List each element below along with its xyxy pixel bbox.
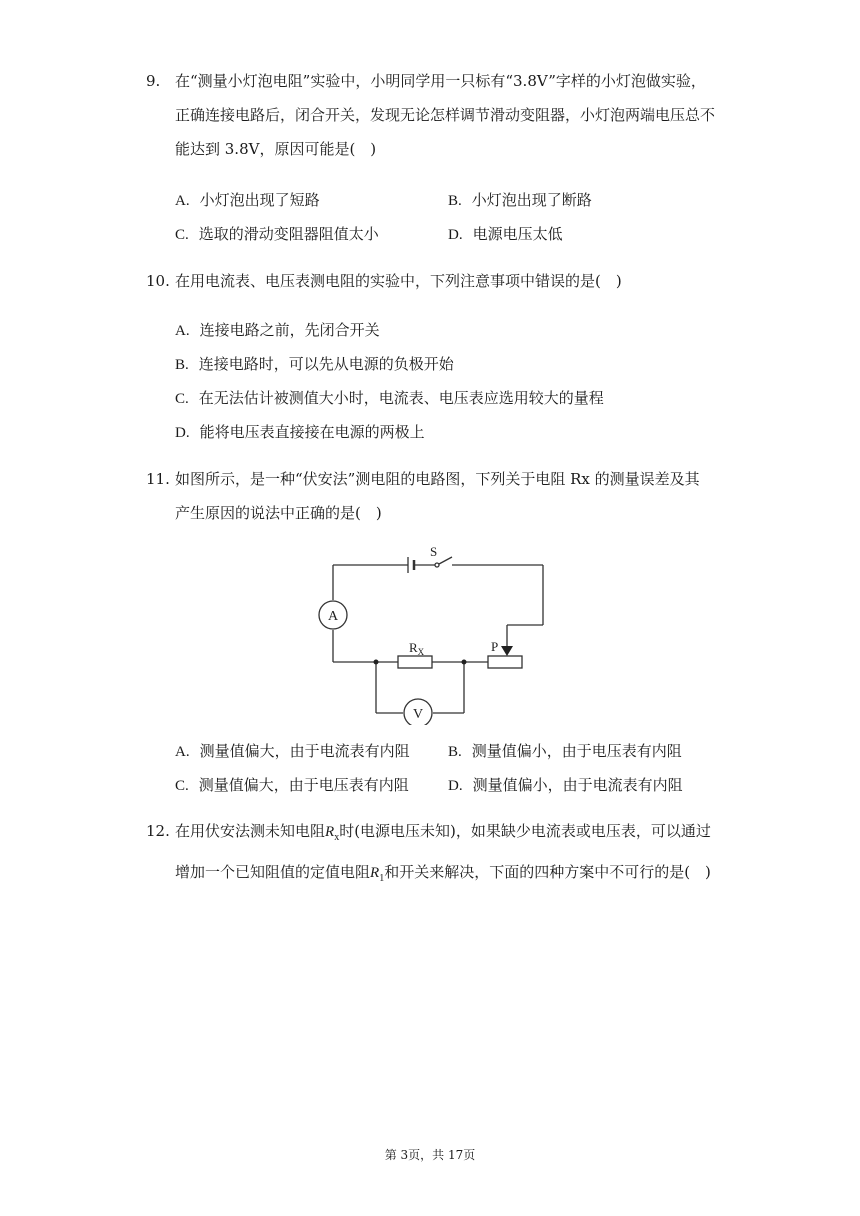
option-a[interactable] xyxy=(175,189,320,210)
junction-dot xyxy=(374,660,379,665)
option-letter: A. xyxy=(175,323,190,339)
circuit-diagram xyxy=(310,540,550,725)
option-a[interactable] xyxy=(175,740,410,761)
option-letter: C. xyxy=(175,227,189,243)
rheostat-label: P xyxy=(491,639,499,654)
stem-text: 增加一个已知阻值的定值电阻 xyxy=(175,863,371,881)
variable-r: R xyxy=(325,824,335,840)
option-letter: C. xyxy=(175,778,189,794)
junction-dot xyxy=(462,660,467,665)
variable-subscript: x xyxy=(334,832,340,843)
switch-lever xyxy=(439,557,452,564)
option-letter: D. xyxy=(448,227,463,243)
option-a[interactable] xyxy=(175,319,380,340)
option-letter: D. xyxy=(175,425,190,441)
option-text: 电源电压太低 xyxy=(472,225,563,243)
question-number: 11. xyxy=(146,470,170,488)
question-stem xyxy=(175,462,726,530)
switch-contact xyxy=(435,563,439,567)
option-b[interactable] xyxy=(175,353,454,374)
stem-line: 产生原因的说法中正确的是( ) xyxy=(175,504,382,522)
page-footer: 第 3页，共 17页 xyxy=(384,1148,476,1162)
option-text: 测量值偏小，由于电流表有内阻 xyxy=(472,776,683,794)
question-stem xyxy=(175,64,726,166)
option-text: 连接电路时，可以先从电源的负极开始 xyxy=(198,355,454,373)
ammeter-label: A xyxy=(328,609,339,624)
option-letter: B. xyxy=(448,193,462,209)
question-11 xyxy=(146,462,726,530)
stem-line xyxy=(175,855,726,896)
stem-text: 在用伏安法测未知电阻 xyxy=(175,822,326,840)
option-c[interactable] xyxy=(175,223,379,244)
option-d[interactable] xyxy=(448,774,683,795)
resistor-label-main: R xyxy=(409,640,418,655)
stem-line: 能达到 3.8V，原因可能是( ) xyxy=(175,140,377,158)
question-9 xyxy=(146,64,726,166)
rheostat xyxy=(488,656,522,668)
stem-line: 如图所示，是一种“伏安法”测电阻的电路图，下列关于电阻 Rx 的测量误差及其 xyxy=(175,470,700,488)
voltmeter-label: V xyxy=(413,707,424,722)
option-letter: B. xyxy=(448,744,462,760)
variable-r: R xyxy=(370,865,380,881)
option-b[interactable] xyxy=(448,189,592,210)
option-text: 连接电路之前，先闭合开关 xyxy=(199,321,380,339)
option-text: 测量值偏小，由于电压表有内阻 xyxy=(471,742,682,760)
stem-line xyxy=(175,814,726,855)
option-text: 小灯泡出现了断路 xyxy=(471,191,592,209)
stem-line: 在用电流表、电压表测电阻的实验中，下列注意事项中错误的是( ) xyxy=(175,272,622,290)
stem-text: 时(电源电压未知)，如果缺少电流表或电压表，可以通过 xyxy=(339,822,711,840)
question-number: 9. xyxy=(146,72,161,90)
question-number: 12. xyxy=(146,822,170,840)
stem-line: 正确连接电路后，闭合开关，发现无论怎样调节滑动变阻器，小灯泡两端电压总不 xyxy=(175,106,716,124)
option-d[interactable] xyxy=(175,421,425,442)
question-stem xyxy=(175,264,726,298)
question-stem xyxy=(175,814,726,896)
question-12 xyxy=(146,814,726,896)
option-text: 测量值偏大，由于电压表有内阻 xyxy=(198,776,409,794)
stem-text: 和开关来解决，下面的四种方案中不可行的是( ) xyxy=(384,863,711,881)
option-b[interactable] xyxy=(448,740,682,761)
switch-label: S xyxy=(430,544,438,559)
option-text: 能将电压表直接接在电源的两极上 xyxy=(199,423,425,441)
option-text: 小灯泡出现了短路 xyxy=(199,191,320,209)
option-c[interactable] xyxy=(175,387,604,408)
slider-arrow xyxy=(501,646,513,656)
option-letter: B. xyxy=(175,357,189,373)
option-text: 测量值偏大，由于电流表有内阻 xyxy=(199,742,410,760)
option-letter: A. xyxy=(175,193,190,209)
stem-line: 在“测量小灯泡电阻”实验中，小明同学用一只标有“3.8V”字样的小灯泡做实验， xyxy=(175,72,706,90)
option-c[interactable] xyxy=(175,774,409,795)
resistor-label xyxy=(409,640,425,657)
option-d[interactable] xyxy=(448,223,563,244)
option-letter: C. xyxy=(175,391,189,407)
option-text: 选取的滑动变阻器阻值太小 xyxy=(198,225,379,243)
option-letter: A. xyxy=(175,744,190,760)
variable-subscript: 1 xyxy=(379,873,385,884)
resistor-label-sub: X xyxy=(417,647,425,657)
resistor-rx xyxy=(398,656,432,668)
question-10 xyxy=(146,264,726,298)
option-letter: D. xyxy=(448,778,463,794)
question-number: 10. xyxy=(146,272,170,290)
option-text: 在无法估计被测值大小时，电流表、电压表应选用较大的量程 xyxy=(198,389,604,407)
